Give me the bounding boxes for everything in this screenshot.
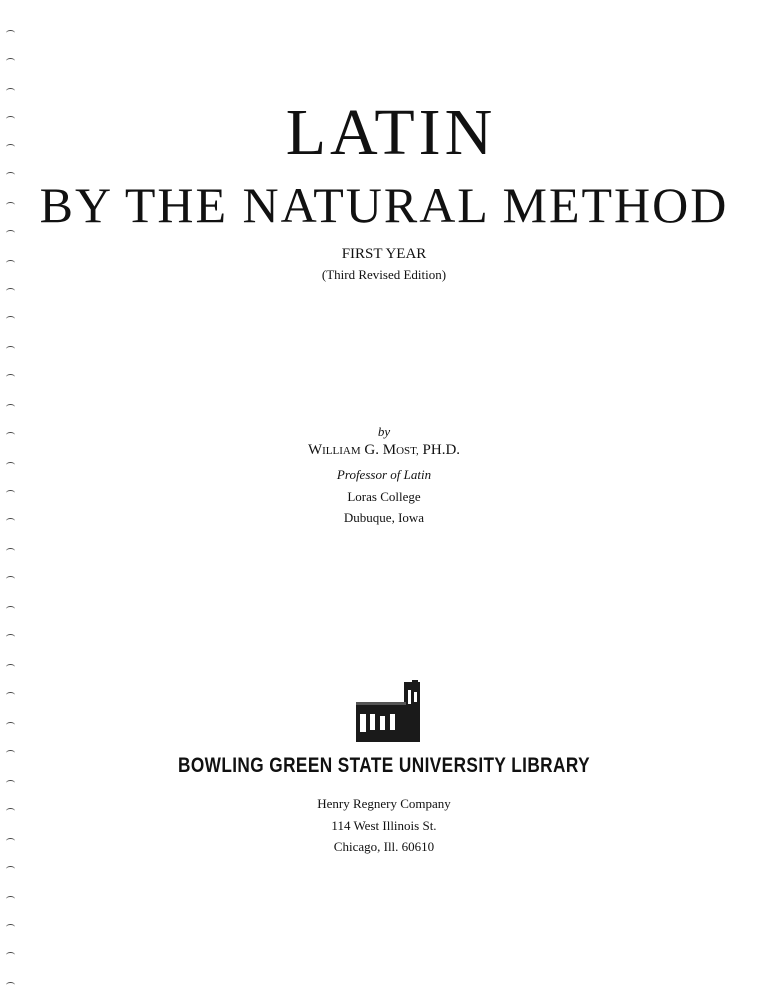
publisher-street: 114 West Illinois St.: [331, 818, 437, 833]
by-line: by: [377, 424, 391, 439]
edition-year: FIRST YEAR: [341, 246, 427, 262]
author-name: WILLIAM G. MOST, PH.D.: [307, 442, 461, 458]
edition-revision: (Third Revised Edition): [321, 267, 447, 282]
book-subtitle: BY THE NATURAL METHOD: [39, 177, 729, 233]
book-title: LATIN: [285, 96, 497, 169]
publisher-city: Chicago, Ill. 60610: [333, 839, 435, 854]
author-role: Professor of Latin: [336, 467, 432, 482]
author-city: Dubuque, Iowa: [343, 510, 425, 525]
author-college: Loras College: [347, 489, 421, 504]
library-stamp: BOWLING GREEN STATE UNIVERSITY LIBRARY: [178, 754, 590, 777]
publisher-name: Henry Regnery Company: [317, 796, 451, 811]
library-logo-icon: [342, 680, 432, 742]
